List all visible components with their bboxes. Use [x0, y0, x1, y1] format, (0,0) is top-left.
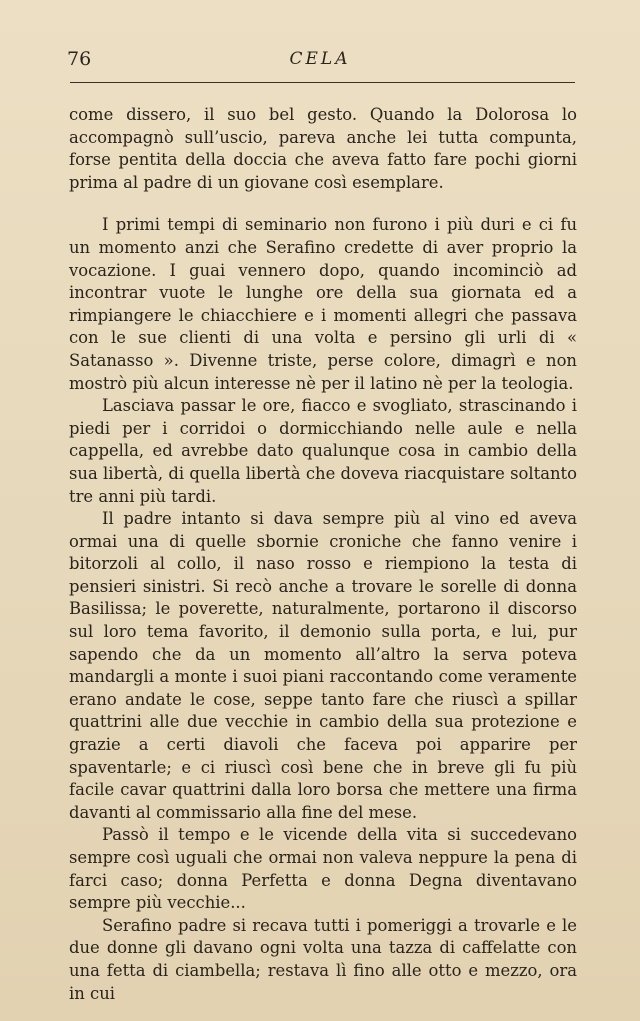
- running-title: CELA: [289, 49, 351, 69]
- paragraph: Il padre intanto si dava sempre più al vino ed aveva ormai una di quelle sbornie croniche che fanno venire i bitorzoli al collo, il naso rosso e riempiono la testa di pensieri sinistri. Si recò anche a trovare le sorelle di donna Basilissa; le poverette, naturalmente, portarono il discorso sul loro tema favorito, il demonio sulla porta, e lui, pur sapendo che da un momento all’altro la serva poteva mandargli a monte i suoi piani raccontando come veramente erano andate le cose, seppe tanto fare che riuscì a spillar quattrini alle due vecchie in cambio della sua protezione e grazie a certi diavoli che faceva poi apparire per spaventarle; e ci riuscì così bene che in breve gli fu più facile cavar quattrini dalla loro borsa che mettere una firma davanti al commissario alla fine del mese.: [69, 509, 577, 822]
- paragraph: Passò il tempo e le vicende della vita si succedevano sempre così uguali che ormai non valeva neppure la pena di farci caso; donna Perfetta e donna Degna diventavano sempre più vecchie...: [69, 825, 577, 913]
- page-number: 76: [67, 48, 92, 70]
- header-rule: [70, 82, 575, 83]
- paragraph: I primi tempi di seminario non furono i più duri e ci fu un momento anzi che Serafino credette di aver proprio la vocazione. I guai vennero dopo, quando incominciò ad incontrar vuote le lunghe ore della sua giornata ed a rimpiangere le chiacchiere e i momenti allegri che passava con le sue clienti di una volta e persino gli urli di « Satanasso ». Divenne triste, perse colore, dimagrì e non mostrò più alcun interesse nè per il latino nè per la teologia.: [69, 215, 577, 393]
- body-text: [69, 104, 577, 1005]
- paragraph: Lasciava passar le ore, fiacco e svogliato, strascinando i piedi per i corridoi o dormicchiando nelle aule e nella cappella, ed avrebbe dato qualunque cosa in cambio della sua libertà, di quella libertà che doveva riacquistare soltanto tre anni più tardi.: [69, 396, 577, 506]
- paragraph: Serafino padre si recava tutti i pomeriggi a trovarle e le due donne gli davano ogni volta una tazza di caffelatte con una fetta di ciambella; restava lì fino alle otto e mezzo, ora in cui: [69, 915, 577, 1003]
- paragraph-continuation: come dissero, il suo bel gesto. Quando la Dolorosa lo accompagnò sull’uscio, pareva anche lei tutta compunta, forse pentita della doccia che aveva fatto fare pochi giorni prima al padre di un giovane così esemplare.: [69, 105, 577, 192]
